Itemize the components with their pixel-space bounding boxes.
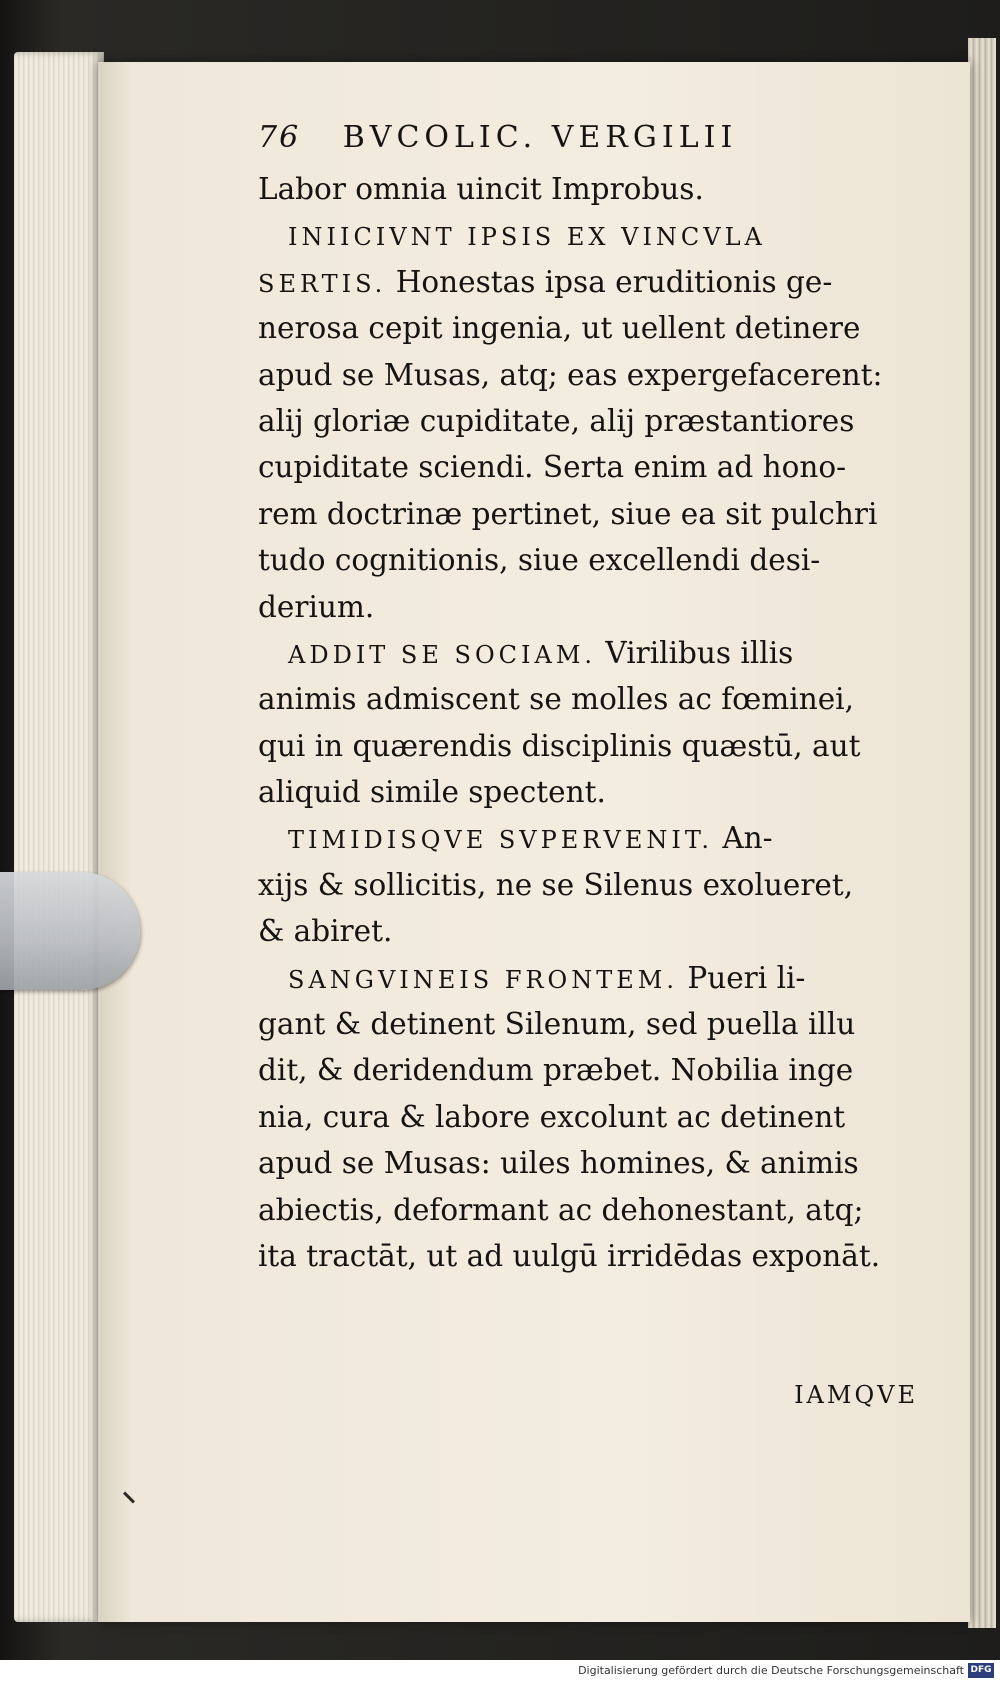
text-line <box>258 305 918 351</box>
lemma: SERTIS. <box>258 269 387 298</box>
line-text: dit, & deridendum præbet. Nobilia inge <box>258 1053 854 1088</box>
text-line <box>258 1233 918 1279</box>
line-text: abiectis, deformant ac dehonestant, atq; <box>258 1192 864 1227</box>
footer-credit: Digitalisierung gefördert durch die Deutsche Forschungsgemeinschaft <box>578 1664 964 1677</box>
line-text: Honestas ipsa eruditionis ge- <box>386 264 833 299</box>
page-number: 76 <box>258 120 301 155</box>
line-text: apud se Musas: uiles homines, & animis <box>258 1146 859 1181</box>
line-text: xijs & sollicitis, ne se Silenus exolueret, <box>258 867 854 902</box>
text-line <box>258 1001 918 1047</box>
catchword: IAMQVE <box>794 1381 918 1409</box>
line-text: qui in quærendis disciplinis quæstū, aut <box>258 728 861 763</box>
line-text: gant & detinent Silenum, sed puella illu <box>258 1007 856 1042</box>
line-text: Pueri li- <box>677 960 806 995</box>
text-line <box>258 862 918 908</box>
line-text: animis admiscent se molles ac fœminei, <box>258 682 854 717</box>
lemma: SANGVINEIS FRONTEM. <box>288 965 678 994</box>
line-text: nia, cura & labore excolunt ac detinent <box>258 1099 846 1134</box>
lemma: ADDIT SE SOCIAM. <box>288 640 597 669</box>
text-line <box>258 1187 918 1233</box>
text-line <box>258 259 918 305</box>
line-text: cupiditate sciendi. Serta enim ad hono- <box>258 450 847 485</box>
line-text: alij gloriæ cupiditate, alij præstantiores <box>258 403 855 438</box>
text-line <box>258 908 918 954</box>
text-line <box>258 723 918 769</box>
line-text: tudo cognitionis, siue excellendi desi- <box>258 543 821 578</box>
text-line <box>258 1094 918 1140</box>
text-line <box>258 1140 918 1186</box>
footer-bar <box>0 1660 1000 1681</box>
line-text: aliquid simile spectent. <box>258 775 606 810</box>
line-text: Labor omnia uincit Improbus. <box>258 172 704 206</box>
text-line <box>258 444 918 490</box>
dfg-logo: DFG <box>968 1663 994 1678</box>
text-line <box>258 584 918 630</box>
text-lines <box>258 166 918 1279</box>
text-line <box>258 212 918 258</box>
line-text: rem doctrinæ pertinet, siue ea sit pulchri <box>258 496 878 531</box>
text-line <box>258 166 918 212</box>
running-title: BVCOLIC. VERGILII <box>342 120 738 155</box>
line-text: An- <box>712 821 773 856</box>
page-edges-left <box>14 52 104 1622</box>
text-line <box>258 352 918 398</box>
lemma: INIICIVNT IPSIS EX VINCVLA <box>288 223 766 252</box>
text-line <box>258 769 918 815</box>
line-text: & abiret. <box>258 914 393 949</box>
text-line <box>258 398 918 444</box>
page-clip <box>0 872 140 990</box>
page-edges-right <box>968 38 996 1628</box>
text-line <box>258 630 918 676</box>
lemma: TIMIDISQVE SVPERVENIT. <box>288 826 713 855</box>
text-line <box>258 491 918 537</box>
line-text: Virilibus illis <box>596 635 794 670</box>
line-text: derium. <box>258 589 375 624</box>
running-header <box>258 118 918 160</box>
text-line <box>258 815 918 861</box>
text-line <box>258 676 918 722</box>
text-line <box>258 955 918 1001</box>
page-text <box>258 118 918 1409</box>
line-text: ita tractāt, ut ad uulgū irridēdas exponāt. <box>258 1238 881 1273</box>
line-text: nerosa cepit ingenia, ut uellent detinere <box>258 311 861 346</box>
text-line <box>258 1047 918 1093</box>
line-text: apud se Musas, atq; eas expergefacerent: <box>258 357 883 392</box>
text-line <box>258 537 918 583</box>
